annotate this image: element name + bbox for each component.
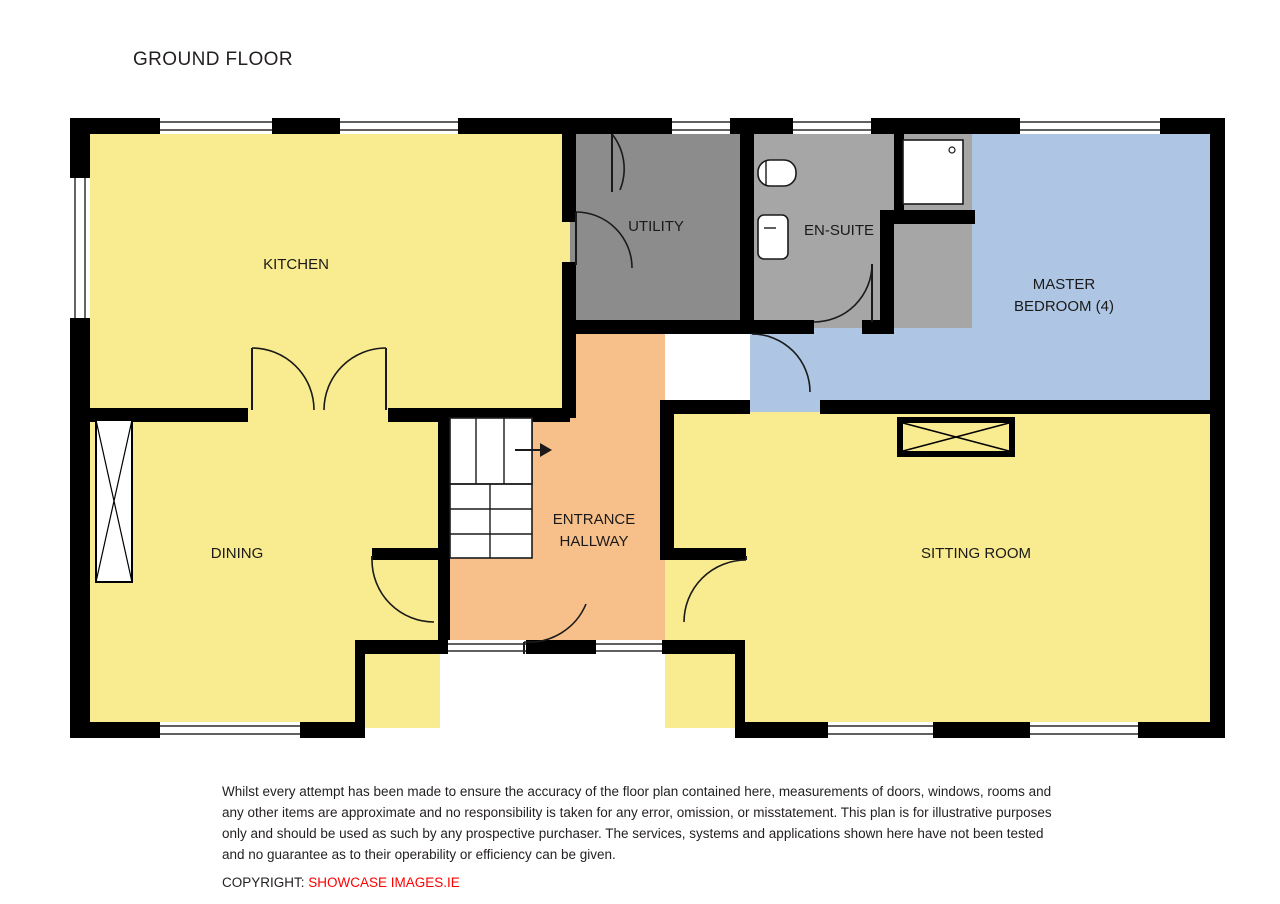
room-label-sitting-room: SITTING ROOM xyxy=(921,545,1031,562)
room-label-ensuite: EN-SUITE xyxy=(803,222,875,239)
window-sitting-bottom-1 xyxy=(828,722,933,738)
room-label-kitchen: KITCHEN xyxy=(263,256,329,273)
wall-bottom-right xyxy=(735,722,1225,738)
copyright-brand: SHOWCASE IMAGES.IE xyxy=(308,875,460,890)
window-kitchen-top-2 xyxy=(340,118,458,134)
window-ensuite-top xyxy=(793,118,871,134)
wall-utility-bottom xyxy=(562,320,752,334)
room-fill-kitchen xyxy=(90,132,570,415)
window-utility-top xyxy=(672,118,730,134)
page-title: GROUND FLOOR xyxy=(133,49,293,70)
wall-hall-right-lower xyxy=(660,548,746,560)
room-label-master-bedroom: MASTER BEDROOM (4) xyxy=(1013,276,1115,315)
window-kitchen-top-1 xyxy=(160,118,272,134)
wall-ensuite-bottom xyxy=(754,320,814,334)
wall-bedroom-bottom xyxy=(820,400,1210,414)
basin-fixture xyxy=(758,215,788,259)
wall-hall-left-upper xyxy=(438,412,450,556)
room-fill-hallway-upper xyxy=(570,328,665,418)
wall-ensuite-master-top xyxy=(880,210,975,224)
window-master-top xyxy=(1020,118,1160,134)
copyright-label: COPYRIGHT: xyxy=(222,875,309,890)
window-dining-bottom-1 xyxy=(160,722,300,738)
wall-hall-bottom xyxy=(355,640,745,654)
wall-bottom-step xyxy=(355,640,365,738)
copyright-line xyxy=(222,875,460,890)
wc-fixture xyxy=(758,160,796,186)
wall-right xyxy=(1210,118,1225,738)
wall-hall-top-left xyxy=(562,328,576,418)
window-hall-front-left xyxy=(448,640,526,654)
wall-dining-hall-bottom xyxy=(372,548,450,560)
wall-ensuite-master xyxy=(880,210,894,334)
window-hall-front-right xyxy=(596,640,662,654)
room-label-entrance-hallway: ENTRANCE HALLWAY xyxy=(552,511,636,550)
room-fill-utility xyxy=(570,132,742,328)
wall-kitchen-utility xyxy=(562,132,576,222)
room-label-dining: DINING xyxy=(210,545,264,562)
shower-fixture xyxy=(903,140,963,204)
wall-hall-left-lower xyxy=(438,548,450,644)
room-fill-sitting-room xyxy=(665,412,1210,728)
wall-hall-right xyxy=(660,412,674,556)
room-label-utility: UTILITY xyxy=(628,218,684,235)
disclaimer-text: Whilst every attempt has been made to ensure the accuracy of the floor plan contained here, measurements of doors, windows, rooms and any other items are approximate and no responsibility is taken for any error, omission, or misstatement. This plan is for illustrative purposes only and should be used as such by any prospective purchaser. The services, systems and applications shown here have not been tested and no guarantee as to their operability or efficiency can be given. xyxy=(222,784,1052,862)
window-sitting-bottom-2 xyxy=(1030,722,1138,738)
room-fills xyxy=(90,132,1210,728)
room-fill-master-bedroom-lower xyxy=(750,328,1210,412)
window-dining-bay xyxy=(96,420,132,582)
wall-utility-ensuite xyxy=(740,132,754,334)
wall-hall-bedroom-top xyxy=(660,400,750,414)
room-fill-dining xyxy=(90,415,440,728)
window-sitting-feature xyxy=(900,420,1012,454)
window-kitchen-left xyxy=(70,178,90,318)
